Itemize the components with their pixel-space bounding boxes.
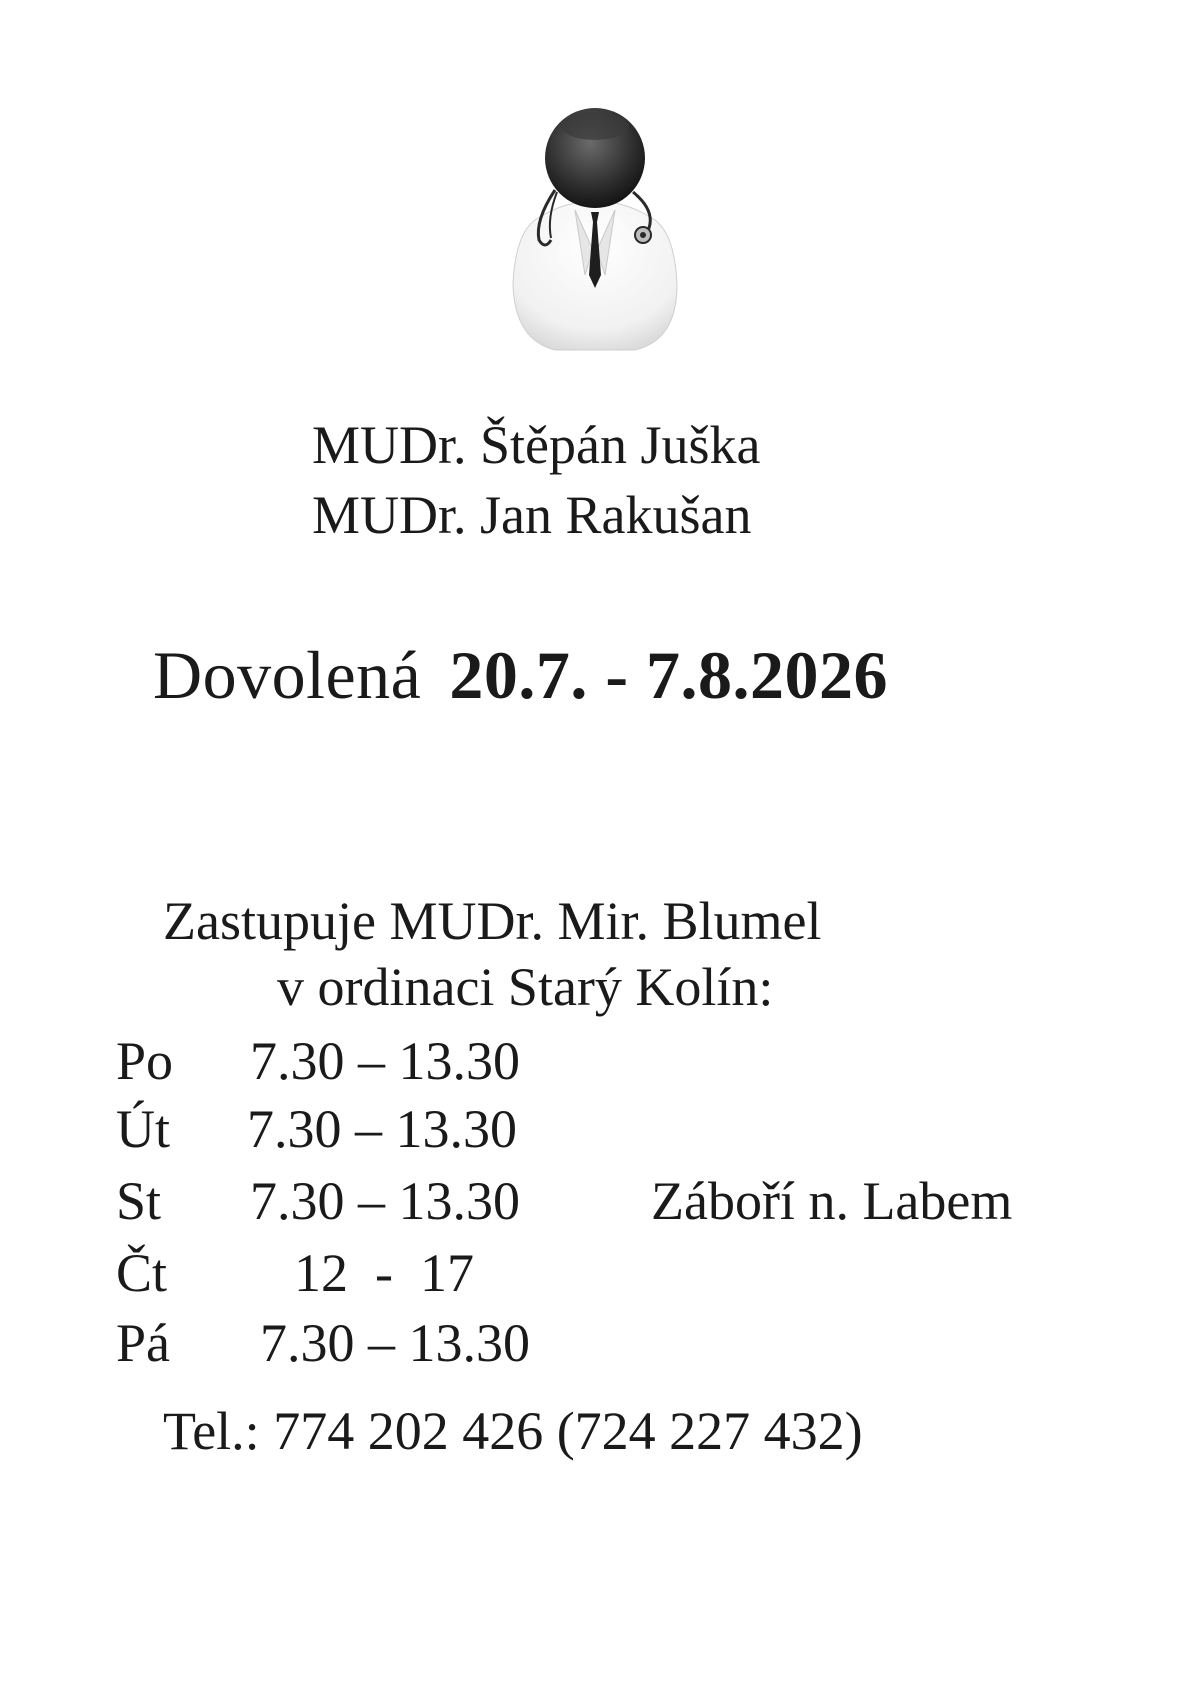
substitute-doctor: Zastupuje MUDr. Mir. Blumel bbox=[163, 891, 822, 951]
vacation-label: Dovolená bbox=[153, 637, 422, 713]
doctor-name-1: MUDr. Štěpán Juška bbox=[312, 415, 761, 475]
doctor-name-2: MUDr. Jan Rakušan bbox=[312, 485, 752, 545]
doctor-names bbox=[312, 410, 760, 550]
schedule-hours: 7.30 – 13.30 bbox=[250, 1031, 520, 1091]
schedule-day: Čt bbox=[116, 1243, 168, 1303]
schedule-hours: 7.30 – 13.30 bbox=[247, 1099, 517, 1159]
schedule-note: Záboří n. Labem bbox=[651, 1171, 1013, 1231]
schedule-hours: 7.30 – 13.30 bbox=[260, 1313, 530, 1373]
doctor-illustration-icon bbox=[505, 100, 685, 360]
schedule-day: Út bbox=[116, 1099, 170, 1159]
schedule-hours: 12 - 17 bbox=[294, 1243, 474, 1303]
schedule-day: St bbox=[116, 1171, 162, 1231]
phone-number: Tel.: 774 202 426 (724 227 432) bbox=[163, 1401, 863, 1461]
vacation-dates: 20.7. - 7.8.2026 bbox=[449, 637, 889, 713]
vacation-heading bbox=[153, 636, 888, 715]
schedule-day: Pá bbox=[116, 1313, 170, 1373]
schedule-day: Po bbox=[116, 1031, 174, 1091]
schedule-hours: 7.30 – 13.30 bbox=[250, 1171, 520, 1231]
substitute-location: v ordinaci Starý Kolín: bbox=[277, 957, 774, 1017]
